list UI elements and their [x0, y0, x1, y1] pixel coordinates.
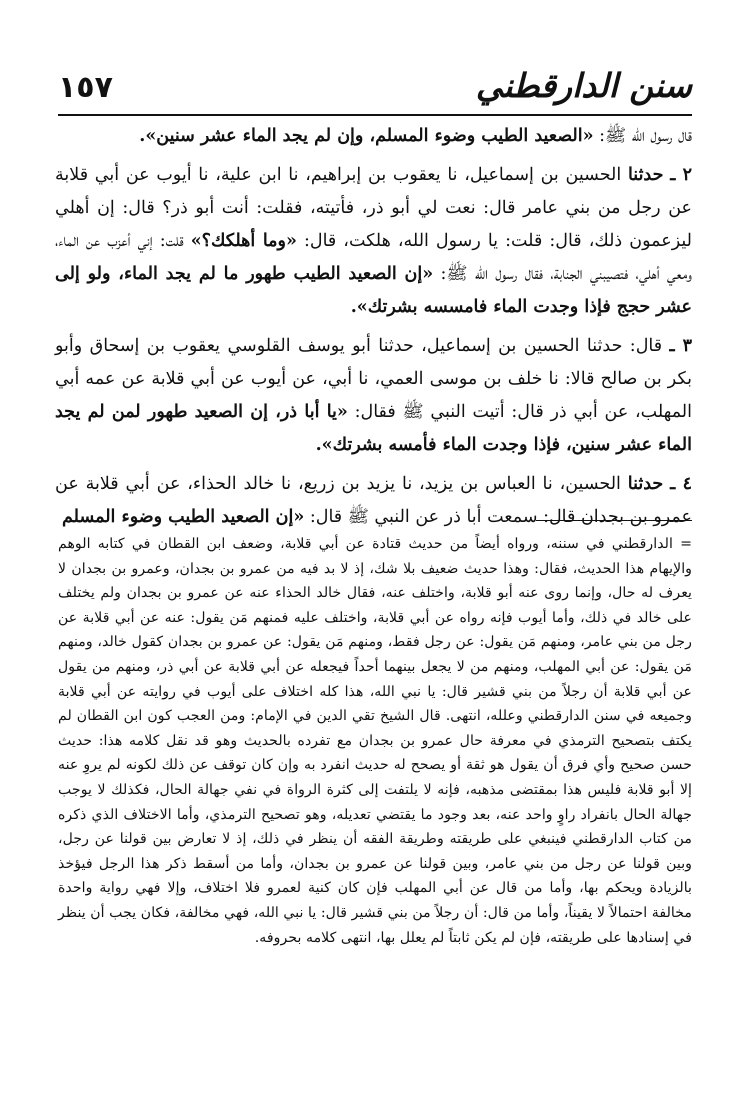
page-number: ١٥٧	[58, 70, 113, 105]
hadith-number: ٣ ـ	[669, 336, 692, 356]
footnote-separator	[536, 520, 692, 521]
keyword: حدثنا	[627, 165, 664, 185]
keyword: حدثنا	[627, 474, 664, 494]
hadith-quote: «إن الصعيد الطيب طهور ما لم يجد الماء، ولو إلى عشر حجج فإذا وجدت الماء فامسسه بشرتك».	[55, 264, 692, 317]
footnote	[58, 532, 692, 950]
text: قلت: إني أعزب عن الماء، ومعي أهلي، فتصيبني الجنابة، فقال رسول الله ﷺ:	[55, 231, 692, 284]
paragraph-2	[55, 159, 692, 324]
book-title: سنن الدارقطني	[475, 66, 692, 105]
paragraph-3	[55, 330, 692, 462]
paragraph-4	[55, 468, 692, 534]
main-text	[55, 120, 692, 540]
text: قال: حدثنا الحسين بن إسماعيل، حدثنا أبو يوسف القلوسي يعقوب بن إسحاق وأبو بكر بن صالح قالا: نا خلف بن موسى العمي، نا أبي، عن أيوب عن أبي قلابة عن عمه أبي المهلب، عن أبي ذر قال: أتيت النبي ﷺ فقال:	[55, 336, 693, 422]
hadith-quote: «الصعيد الطيب وضوء المسلم، وإن لم يجد الماء عشر سنين».	[139, 126, 594, 146]
hadith-quote: «وما أهلكك؟»	[190, 231, 297, 251]
hadith-number: ٤ ـ	[670, 474, 692, 494]
text: قال رسول الله ﷺ:	[593, 126, 692, 146]
page-header	[58, 66, 692, 116]
paragraph-1	[55, 120, 692, 153]
text: الحسين بن إسماعيل، نا يعقوب بن إبراهيم، نا ابن علية، نا أيوب عن أبي قلابة عن رجل من بني عامر قال: نعت لي أبو ذر، فأتيته، فقلت: أنت أبو ذر؟ قال: إن أهلي ليزعمون ذلك، قال: قلت: يا رسول الله، هلكت، قال:	[55, 165, 692, 251]
footnote-text: = الدارقطني في سننه، ورواه أيضاً من حديث قتادة عن أبي قلابة، وضعف ابن القطان في كتابه الوهم والإيهام هذا الحديث، فقال: وهذا حديث ضعيف بلا شك، إذ لا بد فيه من عمرو بن بجدان، وعمرو بن بجدان لا يعرف له حال، وإنما روى عنه أبو قلابة، واختلف عنه، فقال خالد الحذاء عنه عن عمرو بن بجدان ولم يختلف على خالد في ذلك، وأما أيوب فإنه رواه عن أبي قلابة، واختلف عليه فمنهم مَن يقول: عنه عن أبي قلابة عن رجل من بني عامر، ومنهم مَن يقول: عن رجل فقط، ومنهم مَن يقول: عن عمرو بن بجدان كقول خالد، ومنهم مَن يقول: عن أبي المهلب، ومنهم من لا يجعل بينهما أحداً فيجعله عن أبي قلابة عن أبي ذر، ومنهم من يقول عن أبي قلابة أن رجلاً من بني قشير قال: يا نبي الله، هذا كله اختلاف على أيوب في روايته عن أبي قلابة وجميعه في سنن الدارقطني وعلله، انتهى. قال الشيخ تقي الدين في الإمام: ومن العجب كون ابن القطان لم يكتف بتصحيح الترمذي في معرفة حال عمرو بن بجدان مع تفرده بالحديث وهو قد نقل كلامه هذا: حديث حسن صحيح وأي فرق أن يقول هو ثقة أو يصحح له حديث انفرد به وإن كان توقف عن ذلك لكونه لم يروِ عنه إلا أبو قلابة فليس هذا بمقتضى مذهبه، فإنه لا يلتفت إلى كثرة الرواة في نفي جهالة الحال، فكذلك لا يوجب جهالة الحال بانفراد راوٍ واحد عنه، بعد وجود ما يقتضي تعديله، وهو تصحيح الترمذي، وأما الاختلاف الذي ذكره من كتاب الدارقطني فينبغي على طريقته وطريقة الفقه أن ينظر في ذلك، إذ لا تعارض بين قولنا عن رجل، وبين قولنا عن رجل من بني عامر، وبين قولنا عن عمرو بن بجدان، وأما من أسقط ذكر هذا الرجل فيؤخذ بالزيادة ويحكم بها، وأما من قال عن أبي المهلب فإن كان كنية لعمرو فلا اختلاف، وإلا فهي رواية واحدة مخالفة احتمالاً لا يقيناً، وأما من قال: أن رجلاً من بني قشير قال: يا نبي الله، فهي مخالفة، فكان يجب أن ينظر في إسنادها على طريقته، فإن لم يكن ثابتاً لم يعلل بها، انتهى كلامه بحروفه.	[58, 536, 692, 946]
text: الحسين، نا العباس بن يزيد، نا يزيد بن زريع، نا خالد الحذاء، عن أبي قلابة عن عمرو بن بجدان قال: سمعت أبا ذر عن النبي ﷺ قال:	[55, 474, 692, 527]
hadith-quote: «يا أبا ذر، إن الصعيد طهور لمن لم يجد الماء عشر سنين، فإذا وجدت الماء فأمسه بشرتك».	[55, 402, 692, 455]
hadith-quote: «إن الصعيد الطيب وضوء المسلم	[62, 507, 305, 527]
hadith-number: ٢ ـ	[670, 165, 692, 185]
